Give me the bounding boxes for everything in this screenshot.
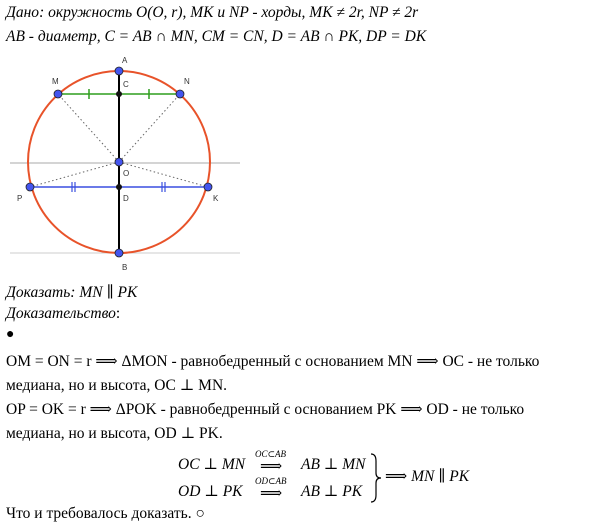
sys2-arrow: ⟹ <box>260 485 283 502</box>
label-d: D <box>123 194 129 203</box>
point-c <box>116 91 122 97</box>
sys1-arrow: ⟹ <box>260 458 283 475</box>
prove-line <box>6 283 137 302</box>
proof-heading <box>6 305 120 323</box>
sys1-over: OC⊂AB <box>255 449 287 459</box>
sys1-left: OC ⊥ MN <box>178 456 246 473</box>
right-brace-icon <box>370 453 382 503</box>
given-text-2: AB - диаметр, C = AB ∩ MN, CM = CN, D = AB ∩ PK, DP = DK <box>6 28 427 45</box>
point-p <box>26 183 34 191</box>
label-m: M <box>52 77 59 86</box>
label-b: B <box>122 263 128 272</box>
proof-colon: : <box>115 305 121 322</box>
point-n <box>176 90 184 98</box>
sys1-right: AB ⊥ MN <box>301 456 366 473</box>
point-d <box>116 184 122 190</box>
proof-p2a: OP = OK = r ⟹ ΔPOK - равнобедренный с основанием PK ⟹ OD - не только <box>6 401 525 418</box>
label-c: C <box>123 80 129 89</box>
proof-p1b: медиана, но и высота, OC ⊥ MN. <box>6 377 228 394</box>
prove-statement: : MN ∥ PK <box>70 284 138 301</box>
label-p: P <box>17 194 23 203</box>
geometry-figure <box>0 52 240 277</box>
label-n: N <box>184 77 190 86</box>
label-a: A <box>122 56 128 65</box>
given-line-2 <box>6 28 426 46</box>
point-a <box>115 67 123 75</box>
label-k: K <box>213 194 219 203</box>
conclusion: ⟹ MN ∥ PK <box>385 468 470 485</box>
point-m <box>54 90 62 98</box>
proof-p1a: OM = ON = r ⟹ ΔMON - равнобедренный с основанием MN ⟹ OC - не только <box>6 353 540 370</box>
sys2-over: OD⊂AB <box>255 476 287 486</box>
given-label: Дано <box>6 4 40 21</box>
given-text-1: : окружность O(O, r), MK и NP - хорды, MK ≠ 2r, NP ≠ 2r <box>39 4 419 21</box>
label-o: O <box>123 169 130 178</box>
sys2-left: OD ⊥ PK <box>178 483 243 500</box>
proof-bullet: ● <box>6 327 15 342</box>
point-b <box>115 249 123 257</box>
proof-label: Доказательство <box>6 305 116 322</box>
final-line: Что и требовалось доказать. ○ <box>6 505 205 522</box>
point-o <box>115 158 123 166</box>
sys2-right: AB ⊥ PK <box>301 483 363 500</box>
given-line-1 <box>6 4 418 22</box>
prove-label: Доказать <box>6 284 71 301</box>
proof-p2b: медиана, но и высота, OD ⊥ PK. <box>6 425 223 442</box>
point-k <box>204 183 212 191</box>
